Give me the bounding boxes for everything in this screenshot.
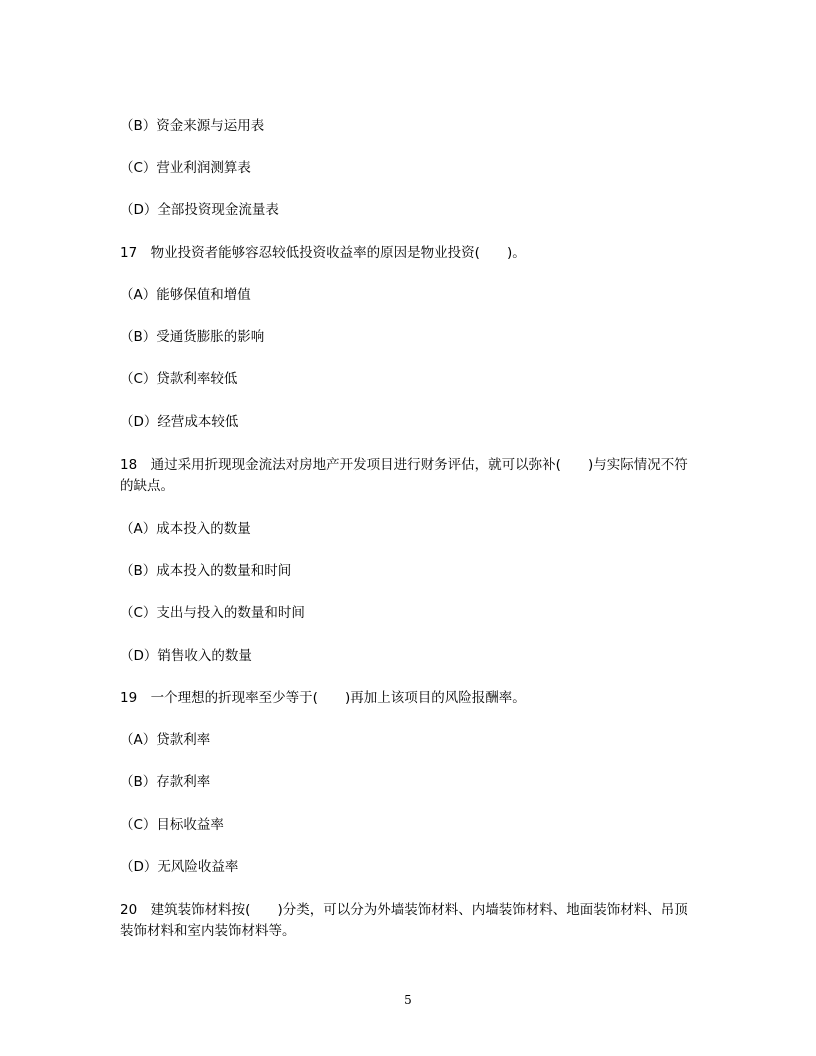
question-18: 18 通过采用折现现金流法对房地产开发项目进行财务评估，就可以弥补( )与实际情况不符的缺点。 <box>120 457 688 494</box>
page-number: 5 <box>404 993 412 1007</box>
question-20: 20 建筑装饰材料按( )分类，可以分为外墙装饰材料、内墙装饰材料、地面装饰材料、吊顶装饰材料和室内装饰材料等。 <box>120 902 688 939</box>
option-16c: （C）营业利润测算表 <box>120 160 251 176</box>
option-16b: （B）资金来源与运用表 <box>120 118 265 134</box>
option-18a: （A）成本投入的数量 <box>120 521 251 537</box>
option-17a: （A）能够保值和增值 <box>120 287 251 303</box>
option-18c: （C）支出与投入的数量和时间 <box>120 605 305 621</box>
option-16d: （D）全部投资现金流量表 <box>120 202 279 218</box>
option-17b: （B）受通货膨胀的影响 <box>120 329 265 345</box>
option-17d: （D）经营成本较低 <box>120 414 239 430</box>
option-18b: （B）成本投入的数量和时间 <box>120 563 292 579</box>
option-19d: （D）无风险收益率 <box>120 859 239 875</box>
option-19b: （B）存款利率 <box>120 774 211 790</box>
question-17: 17 物业投资者能够容忍较低投资收益率的原因是物业投资( )。 <box>120 245 526 261</box>
option-19c: （C）目标收益率 <box>120 817 224 833</box>
option-18d: （D）销售收入的数量 <box>120 648 252 664</box>
option-17c: （C）贷款利率较低 <box>120 371 238 387</box>
question-19: 19 一个理想的折现率至少等于( )再加上该项目的风险报酬率。 <box>120 690 526 706</box>
option-19a: （A）贷款利率 <box>120 732 211 748</box>
